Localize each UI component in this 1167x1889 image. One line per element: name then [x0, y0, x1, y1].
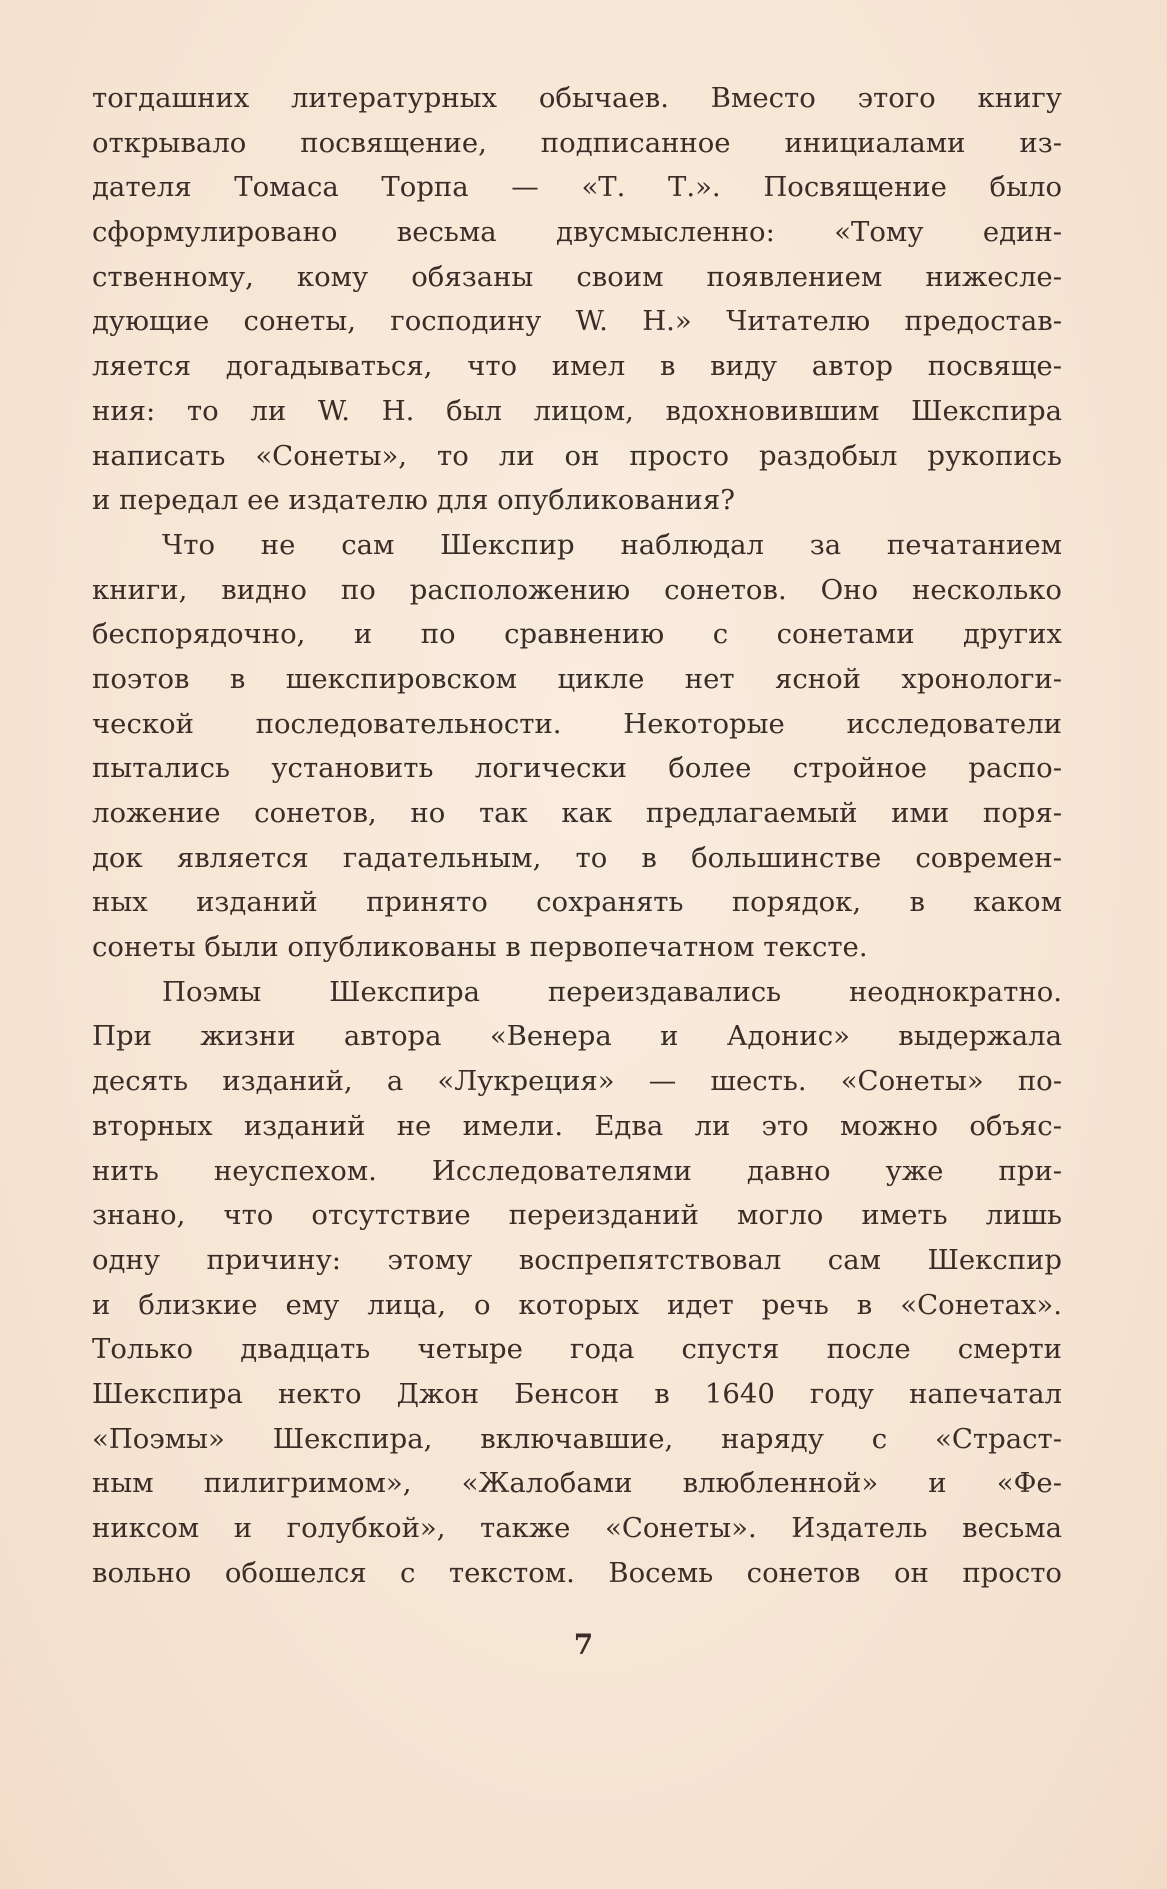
text-line: никсом и голубкой», также «Сонеты». Издатель весьма — [92, 1512, 1062, 1544]
text-line: дующие сонеты, господину W. H.» Читателю предостав- — [92, 305, 1062, 338]
text-line: «Поэмы» Шекспира, включавшие, наряду с «Страст- — [92, 1422, 1062, 1455]
text-line: десять изданий, а «Лукреция» — шесть. «Сонеты» по- — [92, 1065, 1062, 1098]
text-line: одну причину: этому воспрепятствовал сам Шекспир — [92, 1243, 1062, 1276]
text-line: ным пилигримом», «Жалобами влюбленной» и «Фе- — [92, 1467, 1062, 1500]
text-line: написать «Сонеты», то ли он просто раздобыл рукопись — [92, 439, 1062, 472]
text-line: сонеты были опубликованы в первопечатном тексте. — [92, 931, 868, 964]
text-line: сформулировано весьма двусмысленно: «Тому един- — [92, 216, 1062, 249]
text-line: нить неуспехом. Исследователями давно уже при- — [92, 1154, 1062, 1187]
text-line: поэтов в шекспировском цикле нет ясной хронологи- — [92, 662, 1062, 695]
text-line: дателя Томаса Торпа — «Т. Т.». Посвящение было — [92, 171, 1062, 204]
text-line: пытались установить логически более стройное распо- — [92, 752, 1062, 785]
text-line: знано, что отсутствие переизданий могло иметь лишь — [92, 1199, 1062, 1232]
text-line: При жизни автора «Венера и Адонис» выдержала — [92, 1020, 1062, 1053]
text-line: тогдашних литературных обычаев. Вместо этого книгу — [92, 82, 1062, 114]
text-line: ния: то ли W. H. был лицом, вдохновившим Шекспира — [92, 394, 1062, 427]
text-line: ных изданий принято сохранять порядок, в каком — [92, 886, 1062, 919]
text-line: Поэмы Шекспира переиздавались неоднократно. — [162, 975, 1062, 1008]
text-line: Шекспира некто Джон Бенсон в 1640 году напечатал — [92, 1377, 1062, 1410]
text-line: беспорядочно, и по сравнению с сонетами других — [92, 618, 1062, 651]
text-line: вольно обошелся с текстом. Восемь сонетов он просто — [92, 1556, 1062, 1589]
text-line: открывало посвящение, подписанное инициалами из- — [92, 126, 1062, 159]
text-line: ственному, кому обязаны своим появлением нижесле- — [92, 260, 1062, 293]
text-line: Что не сам Шекспир наблюдал за печатанием — [162, 528, 1062, 561]
page-number: 7 — [573, 1628, 594, 1661]
text-line: Только двадцать четыре года спустя после смерти — [92, 1333, 1062, 1366]
text-line: ческой последовательности. Некоторые исследователи — [92, 707, 1062, 740]
text-line: и близкие ему лица, о которых идет речь в «Сонетах». — [92, 1288, 1062, 1321]
text-line: ляется догадываться, что имел в виду автор посвяще- — [92, 350, 1062, 383]
text-line: док является гадательным, то в большинстве современ- — [92, 841, 1062, 874]
text-line: и передал ее издателю для опубликования? — [92, 484, 735, 517]
text-line: ложение сонетов, но так как предлагаемый ими поря- — [92, 797, 1062, 829]
body-text — [92, 76, 1062, 1595]
text-line: книги, видно по расположению сонетов. Оно несколько — [92, 573, 1062, 606]
text-line: вторных изданий не имели. Едва ли это можно объяс- — [92, 1109, 1062, 1142]
